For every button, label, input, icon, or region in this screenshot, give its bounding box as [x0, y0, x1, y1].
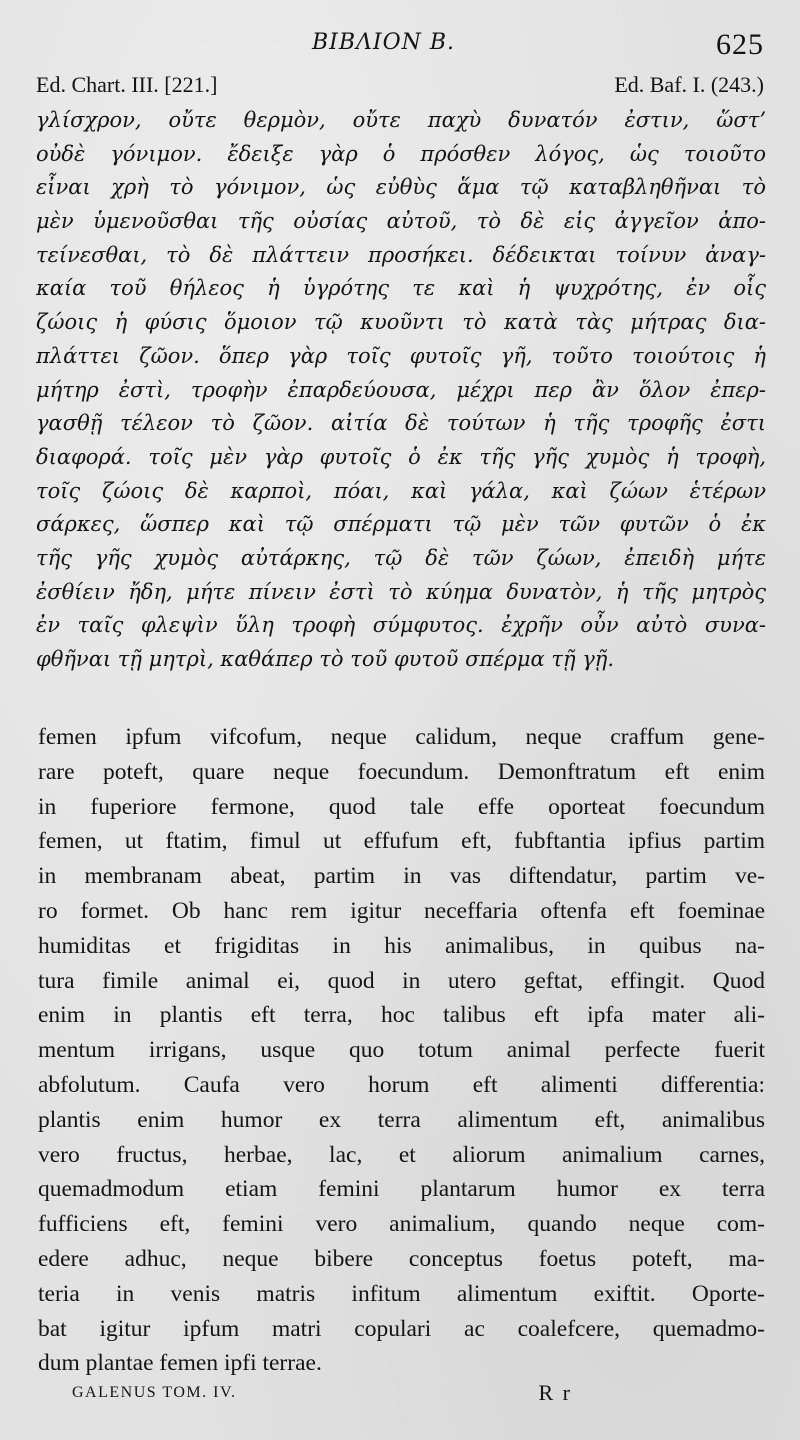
greek-text-block: [36, 104, 766, 677]
latin-text-line: humiditas et frigiditas in his animalibus, in quibus na-: [38, 932, 765, 959]
latin-text-line: femen ipfum vifcofum, neque calidum, neque craffum gene-: [38, 724, 765, 750]
latin-text-line: plantis enim humor ex terra alimentum eft, animalibus: [38, 1106, 765, 1133]
edition-reference-line: [36, 72, 764, 102]
signature-line: GALENUS TOM. IV.: [72, 1384, 237, 1401]
running-title: ΒΙΒΛΙΟΝ Β.: [312, 30, 456, 55]
latin-text-line: tura fimile animal ei, quod in utero geftat, effingit. Quod: [38, 967, 765, 994]
greek-text-line: ζώοις ἡ φύσις ὅμοιον τῷ κυοῦντι τὸ κατὰ τὰς μήτρας δια-: [36, 310, 766, 335]
edition-reference-basel: Ed. Baf. I. (243.): [614, 72, 764, 97]
signature-mark: R r: [538, 1380, 572, 1405]
edition-reference-chartier: Ed. Chart. III. [221.]: [36, 72, 218, 97]
latin-text-line: femen, ut ftatim, fimul ut effufum eft, fubftantia ipfius partim: [38, 828, 765, 855]
latin-text-line: vero fructus, herbae, lac, et aliorum animalium carnes,: [38, 1141, 765, 1168]
greek-text-line: τοῖς ζώοις δὲ καρποὶ, πόαι, καὶ γάλα, καὶ ζώων ἑτέρων: [36, 478, 766, 503]
greek-text-line: γασθῇ τέλεον τὸ ζῶον. αἰτία δὲ τούτων ἡ τῆς τροφῆς ἐστι: [36, 411, 766, 436]
page-number: 625: [716, 28, 764, 61]
greek-text-line: ἐσθίειν ἤδη, μήτε πίνειν ἐστὶ τὸ κύημα δυνατὸν, ἡ τῆς μητρὸς: [36, 579, 766, 604]
latin-text-block: [38, 720, 765, 1381]
latin-text-line: teria in venis matris infitum alimentum exiftit. Oporte-: [38, 1280, 765, 1307]
greek-text-line: καία τοῦ θήλεος ἡ ὑγρότης τε καὶ ἡ ψυχρότης, ἐν οἷς: [36, 276, 766, 301]
running-head: [0, 28, 800, 62]
greek-text-line: διαφορά. τοῖς μὲν γὰρ φυτοῖς ὁ ἐκ τῆς γῆς χυμὸς ἡ τροφὴ,: [36, 444, 766, 469]
latin-text-line: in membranam abeat, partim in vas diftendatur, partim ve-: [38, 863, 765, 890]
latin-text-line: in fuperiore fermone, quod tale effe oporteat foecundum: [38, 793, 765, 820]
latin-text-line: rare poteft, quare neque foecundum. Demonftratum eft enim: [38, 758, 765, 785]
greek-text-line: ἐν ταῖς φλεψὶν ὕλη τροφὴ σύμφυτος. ἐχρῆν οὖν αὐτὸ συνα-: [36, 613, 766, 638]
latin-text-line: ro formet. Ob hanc rem igitur neceffaria oftenfa eft foeminae: [38, 897, 765, 924]
latin-text-line: mentum irrigans, usque quo totum animal perfecte fuerit: [38, 1037, 765, 1064]
greek-text-line: φθῆναι τῇ μητρὶ, καθάπερ τὸ τοῦ φυτοῦ σπέρμα τῇ γῇ.: [36, 647, 615, 671]
greek-text-line: γλίσχρον, οὔτε θερμὸν, οὔτε παχὺ δυνατόν ἐστιν, ὥστ’: [36, 108, 766, 132]
greek-text-line: τείνεσθαι, τὸ δὲ πλάττειν προσήκει. δέδεικται τοίνυν ἀναγ-: [36, 242, 766, 267]
greek-text-line: σάρκες, ὥσπερ καὶ τῷ σπέρματι τῷ μὲν τῶν φυτῶν ὁ ἐκ: [36, 512, 766, 537]
greek-text-line: μήτηρ ἐστὶ, τροφὴν ἐπαρδεύουσα, μέχρι περ ἂν ὅλον ἐπερ-: [36, 377, 766, 402]
greek-text-line: τῆς γῆς χυμὸς αὐτάρκης, τῷ δὲ τῶν ζώων, ἐπειδὴ μήτε: [36, 545, 766, 570]
latin-text-line: dum plantae femen ipfi terrae.: [38, 1350, 322, 1377]
greek-text-line: οὐδὲ γόνιμον. ἔδειξε γὰρ ὁ πρόσθεν λόγος, ὡς τοιοῦτο: [36, 141, 766, 166]
latin-text-line: quemadmodum etiam femini plantarum humor ex terra: [38, 1176, 765, 1203]
latin-text-line: enim in plantis eft terra, hoc talibus eft ipfa mater ali-: [38, 1002, 765, 1029]
page-footer: [72, 1380, 572, 1410]
greek-text-line: πλάττει ζῶον. ὅπερ γὰρ τοῖς φυτοῖς γῆ, τοῦτο τοιούτοις ἡ: [36, 343, 766, 368]
latin-text-line: fufficiens eft, femini vero animalium, quando neque com-: [38, 1211, 765, 1238]
latin-text-line: bat igitur ipfum matri copulari ac coalefcere, quemadmo-: [38, 1315, 765, 1342]
latin-text-line: abfolutum. Caufa vero horum eft alimenti differentia:: [38, 1071, 765, 1098]
greek-text-line: μὲν ὑμενοῦσθαι τῆς οὐσίας αὐτοῦ, τὸ δὲ εἰς ἀγγεῖον ἀπο-: [36, 209, 766, 234]
greek-text-line: εἶναι χρὴ τὸ γόνιμον, ὡς εὐθὺς ἅμα τῷ καταβληθῆναι τὸ: [36, 175, 766, 200]
latin-text-line: edere adhuc, neque bibere conceptus foetus poteft, ma-: [38, 1245, 765, 1272]
